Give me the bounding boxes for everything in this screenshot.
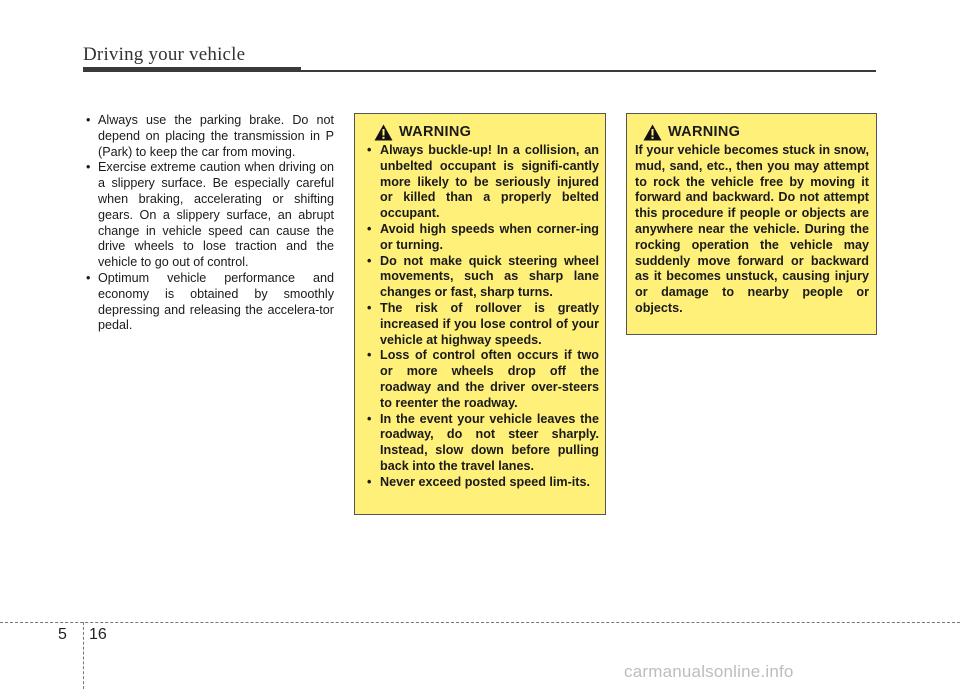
list-item: • Avoid high speeds when corner-ing or turning. xyxy=(366,222,599,254)
warning-heading xyxy=(635,124,869,141)
section-title: Driving your vehicle xyxy=(83,44,246,65)
list-item: • Always use the parking brake. Do not depend on placing the transmission in P (Park) to keep the car from moving. xyxy=(83,113,334,160)
list-item: • Always buckle-up! In a collision, an unbelted occupant is signifi-cantly more likely to be seriously injured or killed than a properly belted occupant. xyxy=(366,143,599,222)
title-rule-thin xyxy=(301,70,876,72)
page-number: 16 xyxy=(89,626,107,643)
warning-box-2 xyxy=(626,113,877,335)
list-item: • Loss of control often occurs if two or more wheels drop off the roadway and the driver over-steers to reenter the roadway. xyxy=(366,348,599,411)
watermark: carmanualsonline.info xyxy=(624,662,794,681)
chapter-number: 5 xyxy=(58,626,67,643)
title-rule-thick xyxy=(83,67,301,72)
list-item: • In the event your vehicle leaves the roadway, do not steer sharply. Instead, slow down before pulling back into the travel lanes. xyxy=(366,412,599,475)
list-item: • Exercise extreme caution when driving on a slippery surface. Be especially careful when braking, accelerating or shifting gears. On a slippery surface, an abrupt change in vehicle speed can cause the drive wheels to lose traction and the vehicle to go out of control. xyxy=(83,160,334,271)
left-column xyxy=(83,113,334,334)
list-item: • Optimum vehicle performance and economy is obtained by smoothly depressing and releasing the accelera-tor pedal. xyxy=(83,271,334,334)
footer-rule xyxy=(0,622,960,623)
list-item: • Do not make quick steering wheel movements, such as sharp lane changes or fast, sharp turns. xyxy=(366,254,599,301)
warning-triangle-icon xyxy=(374,124,393,141)
footer-divider xyxy=(83,622,84,689)
warning-heading-text: WARNING xyxy=(668,123,741,140)
warning-heading xyxy=(366,124,599,141)
warning-list xyxy=(366,143,599,491)
warning-triangle-icon xyxy=(643,124,662,141)
driving-tips-list xyxy=(83,113,334,334)
warning-box-1 xyxy=(354,113,606,515)
warning-body: If your vehicle becomes stuck in snow, mud, sand, etc., then you may attempt to rock the vehicle free by moving it forward and backward. Do not attempt this procedure if people or objects are anywhere near the vehicle. During the rocking operation the vehicle may suddenly move forward or backward as it becomes unstuck, causing injury or damage to nearby people or objects. xyxy=(635,143,869,315)
list-item: • Never exceed posted speed lim-its. xyxy=(366,475,599,491)
list-item: • The risk of rollover is greatly increased if you lose control of your vehicle at highway speeds. xyxy=(366,301,599,348)
warning-heading-text: WARNING xyxy=(399,123,472,140)
